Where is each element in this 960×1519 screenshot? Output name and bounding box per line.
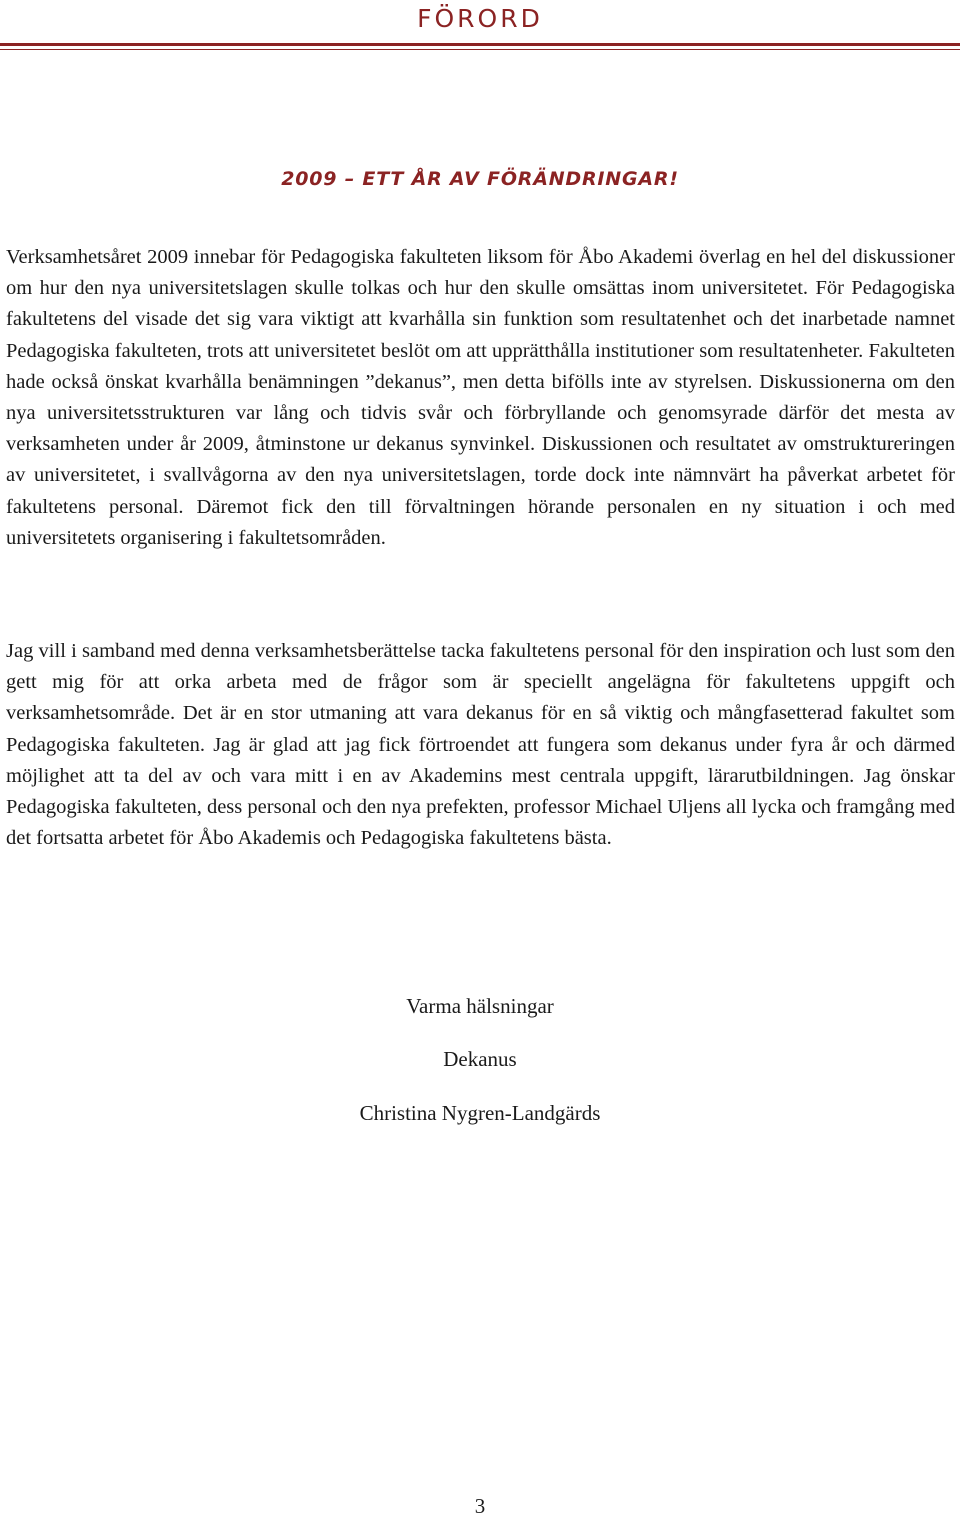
signature-name: Christina Nygren-Landgärds [359, 1101, 601, 1125]
body-paragraph-2: Jag vill i samband med denna verksamhetsberättelse tacka fakultetens personal för den inspiration och lust som den gett mig för att orka arbeta med de frågor som är speciellt angelägna för fakultetens uppgift och verksamhetsområde. Det är en stor utmaning att vara dekanus för en så viktig och mångfasetterad fakultet som Pedagogiska fakulteten. Jag är glad att jag fick förtroendet att fungera som dekanus under fyra år och därmed möjlighet att ta del av och vara mitt i en av Akademins mest centrala uppgift, lärarutbildningen. Jag önskar Pedagogiska fakulteten, dess personal och den nya prefekten, professor Michael Uljens all lycka och framgång med det fortsatta arbetet för Åbo Akademis och Pedagogiska fakultetens bästa. [6, 640, 955, 850]
section-title: 2009 – ETT ÅR AV FÖRÄNDRINGAR! [281, 168, 679, 190]
heading-rule-thick [0, 43, 960, 46]
signature-greeting: Varma hälsningar [406, 994, 554, 1018]
heading-rule-thin [0, 49, 960, 50]
body-paragraph-1: Verksamhetsåret 2009 innebar för Pedagogiska fakulteten liksom för Åbo Akademi överlag en hel del diskussioner om hur den nya universitetslagen skulle tolkas och hur den skulle omsättas inom universitetet. För Pedagogiska fakultetens del visade det sig vara viktigt att kvarhålla sin funktion som resultatenhet och det inarbetade namnet Pedagogiska fakulteten, trots att universitetet beslöt om att upprätthålla institutioner som resultatenheter. Fakulteten hade också önskat kvarhålla benämningen ”dekanus”, men detta bifölls inte av styrelsen. Diskussionerna om den nya universitetsstrukturen var lång och tidvis svår och förbryllande och genomsyrade därför det mesta av verksamheten under år 2009, åtminstone ur dekanus synvinkel. Diskussionen och resultatet av omstruktureringen av universitetet, i svallvågorna av den nya universitetslagen, torde dock inte nämnvärt ha påverkat arbetet för fakultetens personal. Däremot fick den till förvaltningen hörande personalen en ny situation i och med universitetets organisering i fakultetsområden. [6, 246, 955, 549]
page-heading: FÖRORD [417, 4, 543, 33]
signature-role: Dekanus [443, 1047, 517, 1071]
page-number: 3 [474, 1494, 486, 1518]
